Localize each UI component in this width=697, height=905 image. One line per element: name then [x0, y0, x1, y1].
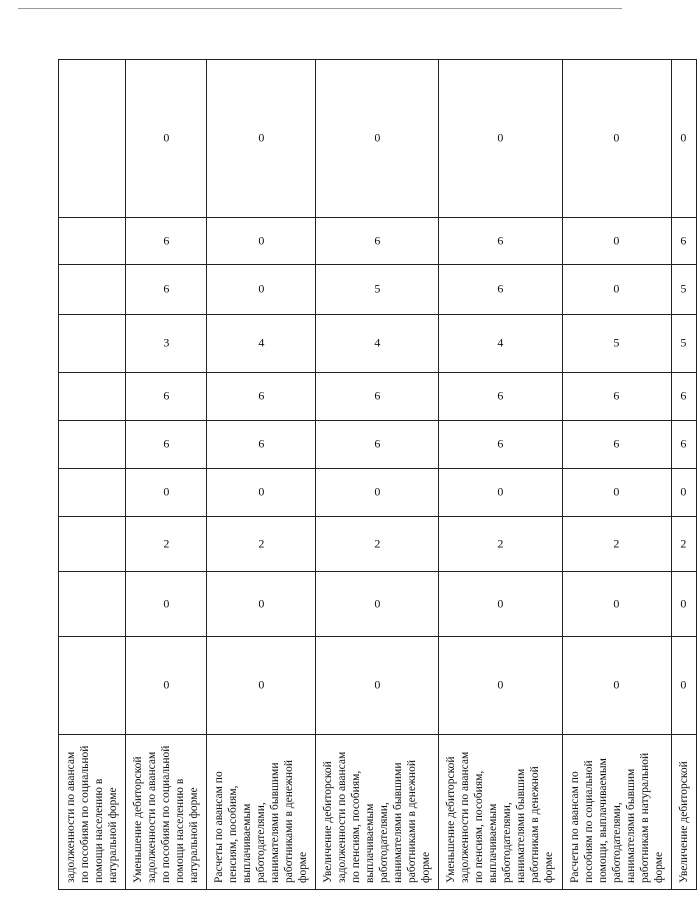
- cell-value: 6: [163, 282, 170, 297]
- row-label: Уменьшение дебиторской задолженности по авансам по пенсиям, пособиям, выплачиваемым работодателями, нанимателями бывшим работникам в денежной форме: [439, 735, 562, 890]
- cell-value: 2: [258, 536, 265, 551]
- row-label: Увеличение дебиторской задолженности по авансам по пенсиям, пособиям, выплачиваемым работодателями, нанимателями бывшими работниками в денежной форме: [316, 735, 439, 890]
- table-cell: [59, 469, 126, 517]
- cell-value: 4: [374, 336, 381, 351]
- cell-value: 0: [680, 485, 687, 500]
- table-cell: [59, 315, 126, 373]
- cell-value: 6: [613, 389, 620, 404]
- table-cell: [59, 421, 126, 469]
- table-cell: [59, 517, 126, 572]
- cell-value: 6: [680, 389, 687, 404]
- cell-value: 0: [374, 131, 381, 146]
- table-row: [207, 60, 316, 890]
- table-row: [562, 60, 671, 890]
- cell-value: 4: [497, 336, 504, 351]
- cell-value: 2: [497, 536, 504, 551]
- table-cell: [316, 421, 439, 469]
- table-cell: [439, 60, 562, 218]
- cell-value: 0: [613, 131, 620, 146]
- cell-value: 0: [613, 282, 620, 297]
- cell-value: 0: [680, 131, 687, 146]
- cell-value: 0: [163, 131, 170, 146]
- cell-value: 3: [163, 336, 170, 351]
- cell-value: 6: [613, 437, 620, 452]
- cell-value: 5: [680, 336, 687, 351]
- row-label: Уменьшение дебиторской задолженности по авансам по пособиям по социальной помощи населению в натуральной форме: [126, 735, 207, 890]
- cell-value: 0: [613, 596, 620, 611]
- table-cell: [562, 315, 671, 373]
- cell-value: 0: [258, 233, 265, 248]
- cell-value: 0: [374, 678, 381, 693]
- table-cell: [59, 572, 126, 637]
- row-label: задолженности по авансам по пособиям по социальной помощи населению в натуральной форме: [59, 735, 126, 890]
- table-cell: [126, 421, 207, 469]
- cell-value: 2: [163, 536, 170, 551]
- table-cell: [671, 637, 696, 735]
- table-cell: [316, 373, 439, 421]
- table-cell: [562, 265, 671, 315]
- cell-value: 2: [374, 536, 381, 551]
- cell-value: 0: [258, 678, 265, 693]
- table-cell: [126, 517, 207, 572]
- cell-value: 0: [258, 282, 265, 297]
- table-cell: [562, 60, 671, 218]
- table-cell: [207, 572, 316, 637]
- rotated-table-wrapper: [58, 60, 690, 890]
- cell-value: 0: [163, 485, 170, 500]
- table-cell: [207, 60, 316, 218]
- cell-value: 6: [374, 233, 381, 248]
- table-cell: [671, 218, 696, 265]
- cell-value: 0: [258, 485, 265, 500]
- table-cell: [439, 517, 562, 572]
- cell-value: 6: [680, 437, 687, 452]
- cell-value: 0: [258, 596, 265, 611]
- cell-value: 0: [613, 233, 620, 248]
- cell-value: 6: [497, 233, 504, 248]
- cell-value: 6: [258, 437, 265, 452]
- table-cell: [316, 265, 439, 315]
- table-row: [316, 60, 439, 890]
- cell-value: 2: [680, 536, 687, 551]
- table-cell: [439, 469, 562, 517]
- cell-value: 0: [163, 678, 170, 693]
- table-cell: [671, 373, 696, 421]
- cell-value: 0: [613, 678, 620, 693]
- table-cell: [126, 60, 207, 218]
- table-cell: [207, 421, 316, 469]
- cell-value: 6: [374, 437, 381, 452]
- table-cell: [439, 421, 562, 469]
- cell-value: 6: [497, 282, 504, 297]
- table-cell: [316, 60, 439, 218]
- cell-value: 6: [680, 233, 687, 248]
- table-cell: [126, 265, 207, 315]
- table-cell: [207, 373, 316, 421]
- cell-value: 5: [680, 282, 687, 297]
- cell-value: 0: [258, 131, 265, 146]
- table-cell: [59, 265, 126, 315]
- table-cell: [316, 637, 439, 735]
- table-cell: [439, 218, 562, 265]
- cell-value: 0: [680, 596, 687, 611]
- cell-value: 0: [613, 485, 620, 500]
- table-row: [126, 60, 207, 890]
- cell-value: 0: [680, 678, 687, 693]
- table-cell: [439, 315, 562, 373]
- table-cell: [59, 60, 126, 218]
- table-cell: [671, 421, 696, 469]
- cell-value: 6: [497, 389, 504, 404]
- table-cell: [207, 315, 316, 373]
- table-cell: [126, 637, 207, 735]
- row-label: Расчеты по авансам по пенсиям, пособиям, выплачиваемым работодателями, нанимателями бывшими работниками в денежной форме: [207, 735, 316, 890]
- table-cell: [671, 315, 696, 373]
- cell-value: 6: [258, 389, 265, 404]
- table-cell: [126, 315, 207, 373]
- table-body: [59, 60, 697, 890]
- table-cell: [562, 637, 671, 735]
- cell-value: 0: [497, 485, 504, 500]
- table-cell: [439, 637, 562, 735]
- table-cell: [126, 218, 207, 265]
- table-cell: [207, 637, 316, 735]
- table-cell: [671, 517, 696, 572]
- row-label: Увеличение дебиторской: [671, 735, 696, 890]
- cell-value: 5: [613, 336, 620, 351]
- table-row: [671, 60, 696, 890]
- cell-value: 4: [258, 336, 265, 351]
- table-cell: [207, 218, 316, 265]
- table-cell: [59, 373, 126, 421]
- table-cell: [126, 572, 207, 637]
- cell-value: 0: [497, 678, 504, 693]
- table-cell: [316, 469, 439, 517]
- table-cell: [671, 572, 696, 637]
- table-row: [439, 60, 562, 890]
- cell-value: 0: [163, 596, 170, 611]
- table-cell: [439, 373, 562, 421]
- table-cell: [207, 517, 316, 572]
- table-cell: [439, 265, 562, 315]
- cell-value: 6: [163, 233, 170, 248]
- cell-value: 2: [613, 536, 620, 551]
- table-cell: [316, 315, 439, 373]
- table-cell: [562, 421, 671, 469]
- table-cell: [562, 469, 671, 517]
- table-cell: [671, 265, 696, 315]
- cell-value: 6: [163, 437, 170, 452]
- table-cell: [59, 637, 126, 735]
- table-cell: [316, 218, 439, 265]
- cell-value: 6: [374, 389, 381, 404]
- table-cell: [671, 60, 696, 218]
- cell-value: 0: [497, 596, 504, 611]
- cell-value: 0: [374, 485, 381, 500]
- table-row: [59, 60, 126, 890]
- table-cell: [562, 373, 671, 421]
- cell-value: 0: [374, 596, 381, 611]
- table-cell: [126, 373, 207, 421]
- table-cell: [562, 517, 671, 572]
- table-cell: [59, 218, 126, 265]
- table-cell: [126, 469, 207, 517]
- table-cell: [207, 265, 316, 315]
- cell-value: 5: [374, 282, 381, 297]
- accounts-table: [58, 59, 697, 890]
- table-cell: [316, 572, 439, 637]
- top-rule: [18, 8, 622, 9]
- cell-value: 0: [497, 131, 504, 146]
- table-cell: [562, 572, 671, 637]
- row-label: Расчеты по авансам по пособиям по социальной помощи, выплачиваемым работодателями, нанимателями бывшим работникам в натуральной форме: [562, 735, 671, 890]
- table-cell: [671, 469, 696, 517]
- table-cell: [207, 469, 316, 517]
- table-cell: [316, 517, 439, 572]
- cell-value: 6: [163, 389, 170, 404]
- table-cell: [439, 572, 562, 637]
- table-cell: [562, 218, 671, 265]
- cell-value: 6: [497, 437, 504, 452]
